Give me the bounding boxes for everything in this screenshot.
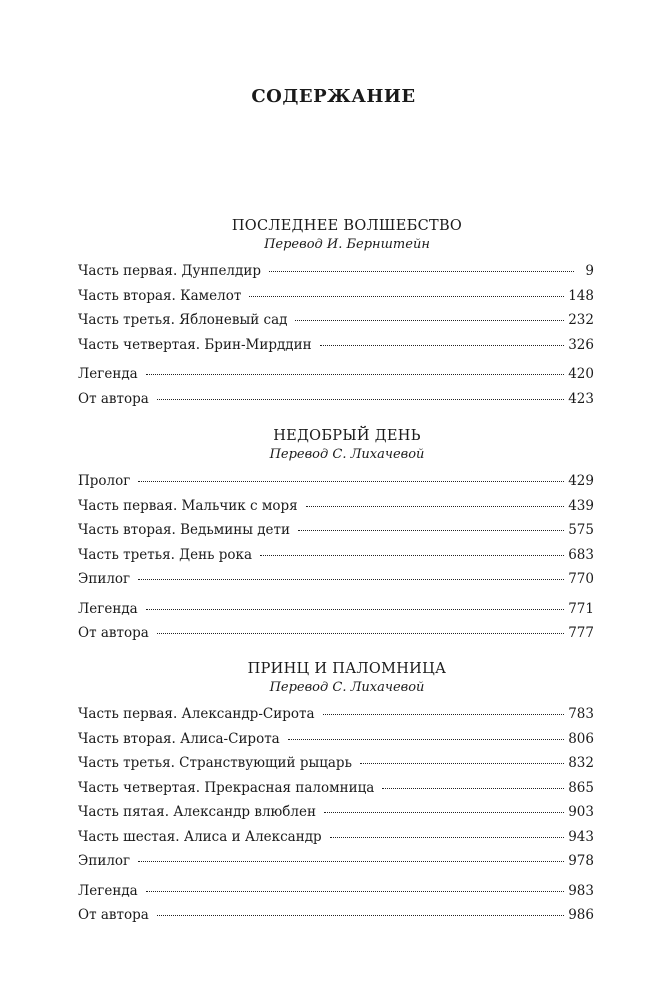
dot-leader bbox=[323, 714, 565, 715]
dot-leader bbox=[382, 788, 564, 789]
entry-label: От автора bbox=[78, 390, 149, 407]
entry-label: Часть четвертая. Прекрасная паломница bbox=[78, 779, 375, 796]
dot-leader bbox=[249, 296, 564, 297]
entry-label: Легенда bbox=[78, 882, 138, 899]
entry-page: 777 bbox=[568, 625, 594, 641]
entry-page: 429 bbox=[568, 473, 594, 489]
dot-leader bbox=[146, 374, 565, 375]
entry-label: Часть пятая. Александр влюблен bbox=[78, 804, 316, 820]
dot-leader bbox=[298, 530, 564, 531]
entry-label: Часть вторая. Алиса-Сирота bbox=[78, 730, 280, 747]
entry-label: Часть четвертая. Брин-Мирддин bbox=[78, 336, 312, 353]
entry-page: 986 bbox=[568, 907, 594, 923]
entry-page: 148 bbox=[568, 287, 594, 304]
toc-entry bbox=[78, 288, 594, 313]
entry-label: Часть третья. Странствующий рыцарь bbox=[78, 755, 352, 771]
dot-leader bbox=[138, 861, 564, 862]
entry-page: 232 bbox=[568, 312, 594, 328]
section-translator: Перевод И. Бернштейн bbox=[264, 237, 430, 252]
entry-label: Легенда bbox=[78, 366, 138, 382]
dot-leader bbox=[157, 633, 564, 634]
toc-entry bbox=[78, 625, 594, 650]
toc-entry bbox=[78, 498, 594, 523]
dot-leader bbox=[138, 579, 564, 580]
entry-label: Часть первая. Александр-Сирота bbox=[78, 706, 315, 722]
entry-page: 783 bbox=[568, 706, 594, 722]
toc-section-1 bbox=[78, 216, 594, 415]
section-title: ПОСЛЕДНЕЕ ВОЛШЕБСТВО bbox=[231, 218, 463, 234]
toc-entry bbox=[78, 853, 594, 878]
dot-leader bbox=[330, 837, 565, 838]
entry-page: 575 bbox=[568, 522, 594, 538]
toc-entry bbox=[78, 706, 594, 731]
toc-entry bbox=[78, 907, 594, 932]
dot-leader bbox=[320, 345, 565, 346]
entry-label: Пролог bbox=[78, 473, 131, 489]
entry-page: 903 bbox=[568, 804, 594, 820]
entry-page: 832 bbox=[568, 755, 594, 771]
dot-leader bbox=[157, 915, 564, 916]
entry-page: 978 bbox=[568, 853, 594, 869]
entry-page: 806 bbox=[568, 730, 594, 747]
page-title: СОДЕРЖАНИЕ bbox=[251, 86, 416, 107]
toc-entry bbox=[78, 883, 594, 908]
toc-entry bbox=[78, 337, 594, 362]
toc-entry bbox=[78, 473, 594, 498]
entry-label: Часть вторая. Камелот bbox=[78, 287, 242, 304]
toc-section-3 bbox=[78, 659, 594, 932]
entry-page: 423 bbox=[568, 390, 594, 407]
entry-page: 683 bbox=[568, 546, 594, 563]
toc-entry bbox=[78, 571, 594, 596]
toc-entry bbox=[78, 391, 594, 416]
dot-leader bbox=[138, 481, 564, 482]
toc-entry bbox=[78, 263, 594, 288]
entry-label: Легенда bbox=[78, 600, 138, 617]
section-title: НЕДОБРЫЙ ДЕНЬ bbox=[273, 428, 421, 444]
entry-page: 9 bbox=[585, 263, 594, 279]
entry-page: 771 bbox=[568, 600, 594, 617]
section-translator: Перевод С. Лихачевой bbox=[269, 447, 425, 462]
entry-label: Эпилог bbox=[78, 571, 131, 587]
entry-label: От автора bbox=[78, 625, 149, 641]
toc-entry bbox=[78, 366, 594, 391]
dot-leader bbox=[295, 320, 564, 321]
entry-label: Часть шестая. Алиса и Александр bbox=[78, 828, 322, 845]
dot-leader bbox=[306, 506, 565, 507]
dot-leader bbox=[146, 891, 565, 892]
dot-leader bbox=[157, 399, 564, 400]
dot-leader bbox=[260, 555, 564, 556]
entry-label: Часть третья. Яблоневый сад bbox=[78, 312, 288, 328]
toc-section-2 bbox=[78, 426, 594, 650]
toc-entry bbox=[78, 522, 594, 547]
toc-entry bbox=[78, 547, 594, 572]
toc-entry bbox=[78, 312, 594, 337]
dot-leader bbox=[146, 609, 565, 610]
dot-leader bbox=[288, 739, 564, 740]
entry-page: 326 bbox=[568, 336, 594, 353]
dot-leader bbox=[269, 271, 574, 272]
toc-entry bbox=[78, 755, 594, 780]
toc-entry bbox=[78, 804, 594, 829]
entry-page: 770 bbox=[568, 571, 594, 587]
toc-entry bbox=[78, 829, 594, 854]
entry-label: Часть вторая. Ведьмины дети bbox=[78, 522, 291, 538]
entry-page: 983 bbox=[568, 882, 594, 899]
entry-label: От автора bbox=[78, 907, 149, 923]
entry-page: 943 bbox=[568, 828, 594, 845]
entry-label: Эпилог bbox=[78, 853, 131, 869]
section-translator: Перевод С. Лихачевой bbox=[269, 680, 425, 695]
entry-page: 865 bbox=[568, 779, 594, 796]
toc-entry bbox=[78, 780, 594, 805]
entry-label: Часть первая. Дунпелдир bbox=[78, 263, 261, 279]
dot-leader bbox=[360, 763, 564, 764]
entry-label: Часть третья. День рока bbox=[78, 546, 253, 563]
toc-entry bbox=[78, 601, 594, 626]
section-title: ПРИНЦ И ПАЛОМНИЦА bbox=[247, 661, 447, 677]
dot-leader bbox=[324, 812, 564, 813]
entry-label: Часть первая. Мальчик с моря bbox=[78, 497, 298, 514]
entry-page: 439 bbox=[568, 497, 594, 514]
entry-page: 420 bbox=[568, 366, 594, 382]
toc-entry bbox=[78, 731, 594, 756]
